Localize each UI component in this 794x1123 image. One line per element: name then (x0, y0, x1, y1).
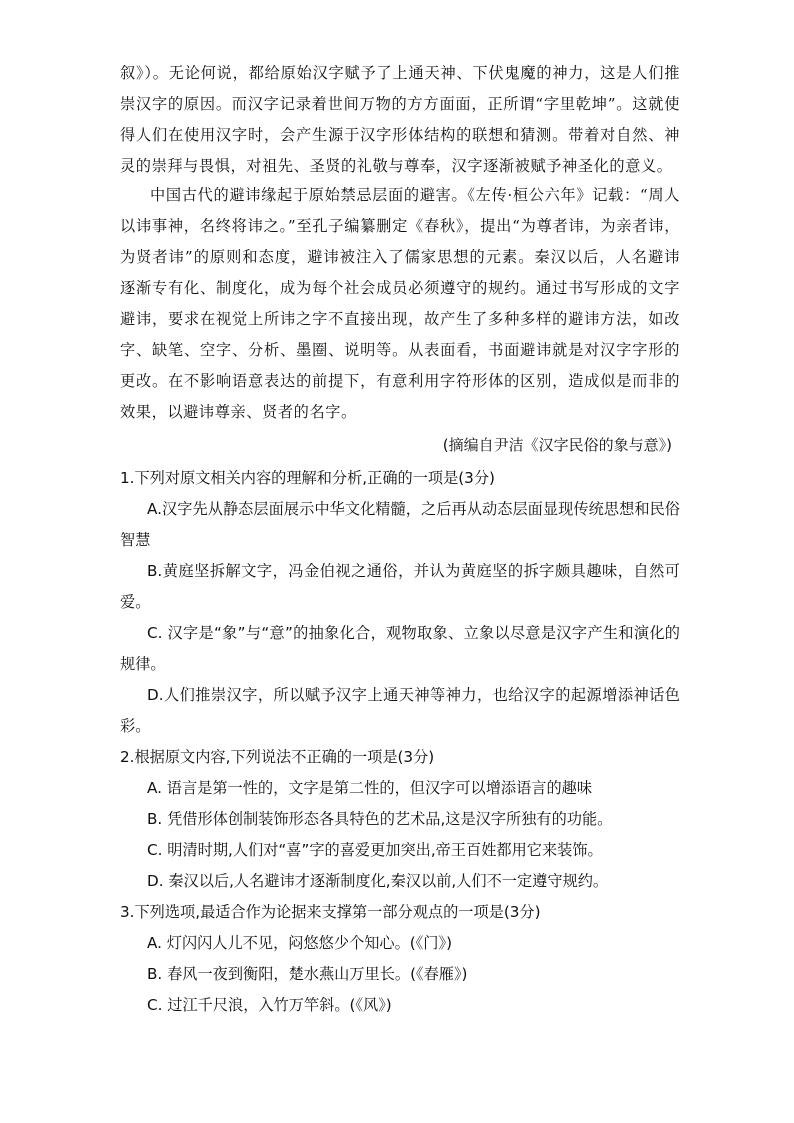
option-d: D. 秦汉以后,人名避讳才逐渐制度化,秦汉以前,人们不一定遵守规约。 (147, 872, 609, 890)
passage-paragraph-1 (120, 58, 680, 182)
option-a: A. 语言是第一性的，文字是第二性的，但汉字可以增添语言的趣味 (147, 779, 593, 797)
option-c: C. 明清时期,人们对“喜”字的喜爱更加突出,帝王百姓都用它来装饰。 (147, 841, 603, 859)
option-c: C. 过江千尺浪，入竹万竿斜。(《风》) (147, 996, 392, 1014)
question-title: 1.下列对原文相关内容的理解和分析,正确的一项是(3分) (120, 469, 495, 487)
option-c: C. 汉字是“象”与“意”的抽象化合，观物取象、立象以尽意是汉字产生和演化的规律。 (120, 624, 680, 673)
question-3 (120, 897, 680, 1021)
option-a: A.汉字先从静态层面展示中华文化精髓，之后再从动态层面显现传统思想和民俗智慧 (120, 500, 680, 549)
option-b: B.黄庭坚拆解文字，冯金伯视之通俗，并认为黄庭坚的拆字颇具趣味，自然可爱。 (120, 562, 680, 611)
option-d: D.人们推崇汉字，所以赋予汉字上通天神等神力，也给汉字的起源增添神话色彩。 (120, 686, 680, 735)
question-2 (120, 742, 680, 897)
question-1 (120, 463, 680, 742)
question-title: 2.根据原文内容,下列说法不正确的一项是(3分) (120, 748, 435, 766)
source-citation: (摘编自尹洁《汉字民俗的象与意》) (442, 436, 672, 454)
question-title: 3.下列选项,最适合作为论据来支撑第一部分观点的一项是(3分) (120, 903, 541, 921)
option-b: B. 凭借形体创制装饰形态各具特色的艺术品,这是汉字所独有的功能。 (147, 810, 613, 828)
option-b: B. 春风一夜到衡阳，楚水燕山万里长。(《春雁》) (147, 965, 468, 983)
option-a: A. 灯闪闪人儿不见，闷悠悠少个知心。(《门》) (147, 934, 452, 952)
paragraph-text: 中国古代的避讳缘起于原始禁忌层面的避害。《左传·桓公六年》记载：“周人以讳事神，名终将讳之。”至孔子编纂删定《春秋》，提出“为尊者讳，为亲者讳，为贤者讳”的原则和态度，避讳被注入了儒家思想的元素。秦汉以后，人名避讳逐渐专有化、制度化，成为每个社会成员必须遵守的规约。通过书写形成的文字避讳，要求在视觉上所讳之字不直接出现，故产生了多种多样的避讳方法，如改字、缺笔、空字、分析、墨圈、说明等。从表面看，书面避讳就是对汉字字形的更改。在不影响语意表达的前提下，有意利用字符形体的区别，造成似是而非的效果，以避讳尊亲、贤者的名字。 (120, 186, 680, 421)
question-list (120, 463, 680, 1021)
paragraph-text: 叙》）。无论何说，都给原始汉字赋予了上通天神、下伏鬼魔的神力，这是人们推崇汉字的原因。而汉字记录着世间万物的方方面面，正所谓“字里乾坤”。这就使得人们在使用汉字时，会产生源于汉字形体结构的联想和猜测。带着对自然、神灵的崇拜与畏惧，对祖先、圣贤的礼敬与尊奉，汉字逐渐被赋予神圣化的意义。 (120, 64, 680, 175)
passage-paragraph-2 (120, 180, 680, 428)
